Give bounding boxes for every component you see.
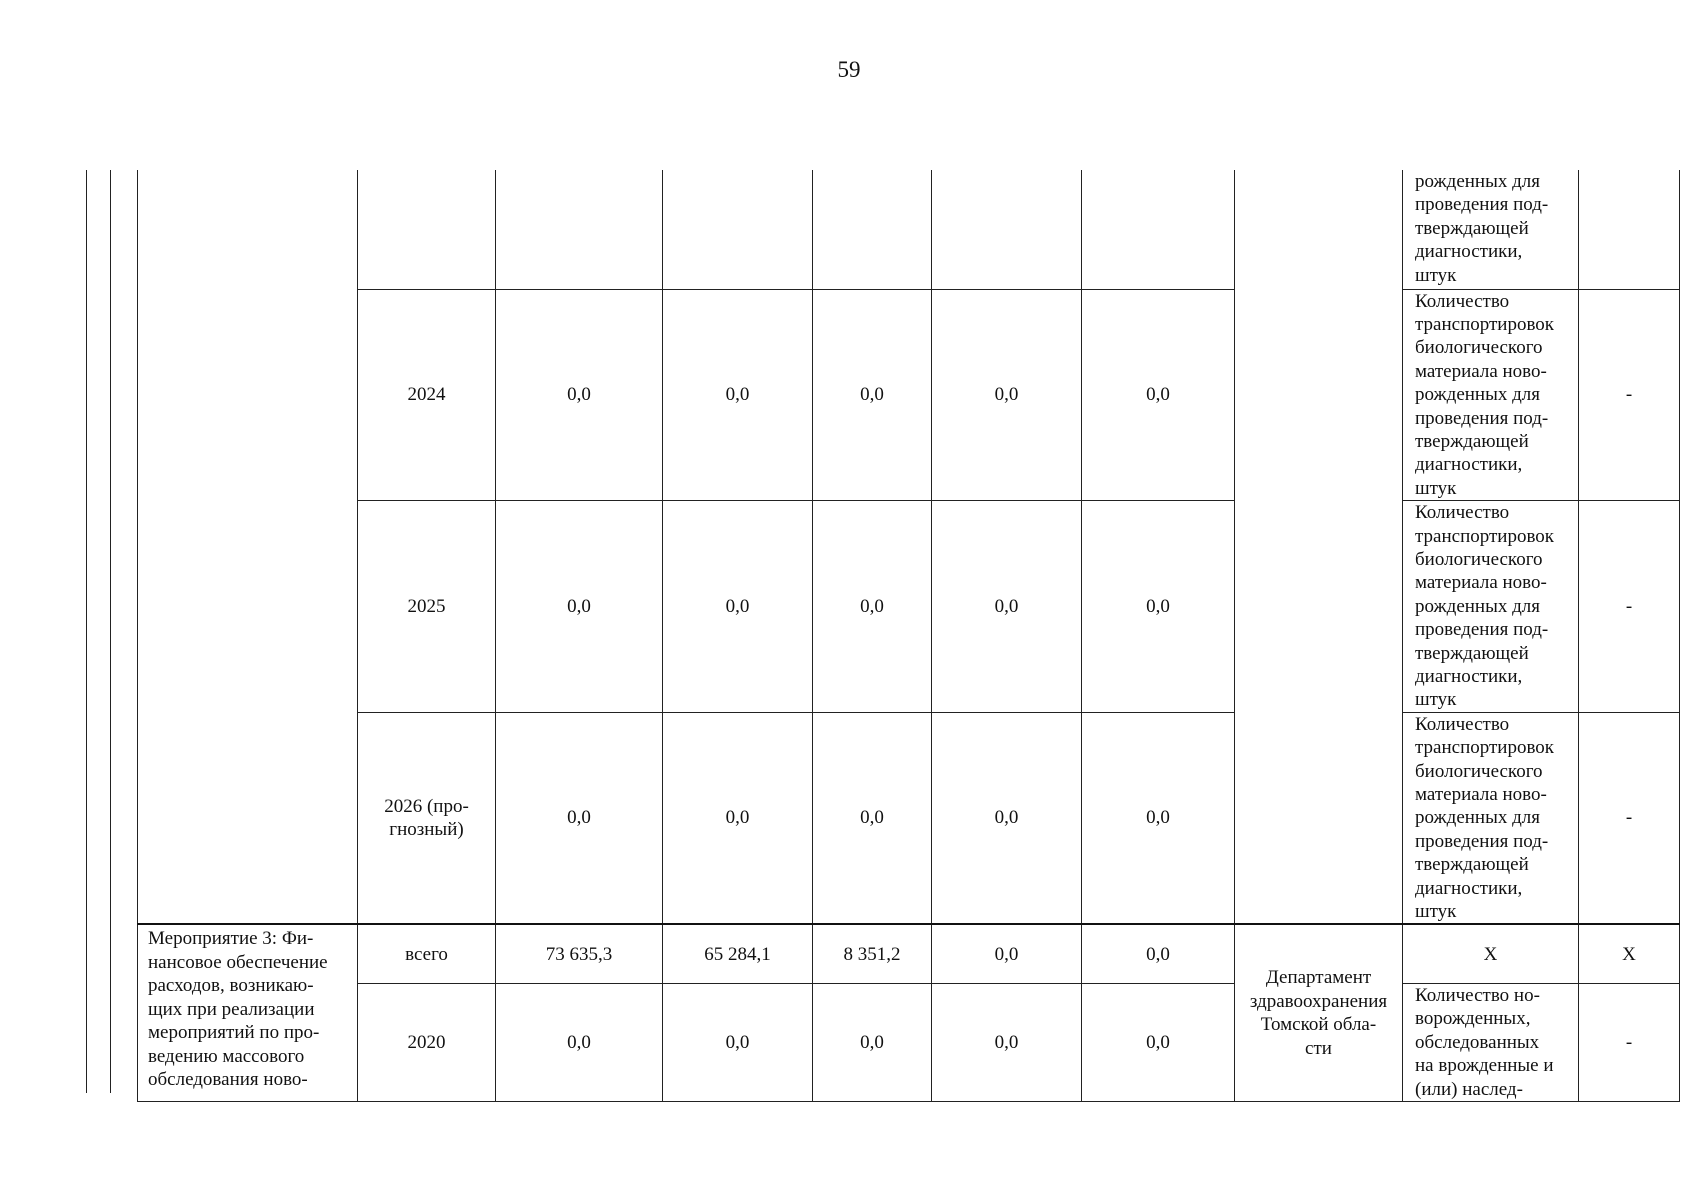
executor-text: Департамент здравоохранения Томской обла- сти [1249, 967, 1388, 1059]
year-cell: 2020 [358, 983, 496, 1101]
table-row [138, 501, 1680, 713]
extrabudget-cell: 0,0 [1082, 289, 1235, 501]
indicator-cell [1403, 501, 1579, 713]
federal-cell [663, 170, 813, 289]
event-cell-blank [138, 170, 358, 924]
year-cell: 2025 [358, 501, 496, 713]
indicator-value-cell: - [1579, 289, 1680, 501]
extrabudget-cell: 0,0 [1082, 712, 1235, 924]
federal-cell: 0,0 [663, 983, 813, 1101]
extrabudget-cell: 0,0 [1082, 983, 1235, 1101]
regional-cell: 0,0 [813, 983, 932, 1101]
federal-cell: 0,0 [663, 289, 813, 501]
year-cell [358, 170, 496, 289]
executor-cell-blank [1235, 170, 1403, 924]
table-row [138, 289, 1680, 501]
extrabudget-cell [1082, 170, 1235, 289]
indicator-cell [1403, 289, 1579, 501]
total-cell: 73 635,3 [496, 924, 663, 983]
indicator-value-cell: - [1579, 501, 1680, 713]
total-cell: 0,0 [496, 983, 663, 1101]
left-border-line-inner [110, 170, 111, 1093]
indicator-value-cell: - [1579, 983, 1680, 1101]
local-cell: 0,0 [932, 712, 1082, 924]
table-row [138, 712, 1680, 924]
indicator-text: Количество но- ворожденных, обследованных на врожденные и (или) наслед- [1415, 984, 1554, 1100]
year-cell: всего [358, 924, 496, 983]
indicator-value-cell: Х [1579, 924, 1680, 983]
local-cell: 0,0 [932, 289, 1082, 501]
total-cell: 0,0 [496, 501, 663, 713]
year-cell: 2026 (про- гнозный) [358, 712, 496, 924]
regional-cell: 0,0 [813, 289, 932, 501]
indicator-cell [1403, 170, 1579, 289]
indicator-value-cell [1579, 170, 1680, 289]
federal-cell: 65 284,1 [663, 924, 813, 983]
indicator-cell: Х [1403, 924, 1579, 983]
total-cell [496, 170, 663, 289]
indicator-cell [1403, 712, 1579, 924]
total-cell: 0,0 [496, 712, 663, 924]
local-cell [932, 170, 1082, 289]
federal-cell: 0,0 [663, 501, 813, 713]
regional-cell: 8 351,2 [813, 924, 932, 983]
table-row-event3-2020 [138, 983, 1680, 1101]
indicator-text: рожденных для проведения под- тверждающей диагностики, штук [1415, 171, 1549, 286]
indicator-text: Количество транспортировок биологического материала ново- рожденных для проведения под- тверждающей диагностики, штук [1415, 290, 1555, 499]
regional-cell [813, 170, 932, 289]
budget-table [137, 170, 1680, 1102]
page-number: 59 [837, 57, 861, 82]
indicator-value-cell: - [1579, 712, 1680, 924]
event3-name-cell [138, 924, 358, 1101]
table-row-event3-total [138, 924, 1680, 983]
event3-name: Мероприятие 3: Фи- нансовое обеспечение расходов, возникаю- щих при реализации мероприятий по про- ведению массового обследования ново- [148, 928, 328, 1090]
local-cell: 0,0 [932, 501, 1082, 713]
table-row-continued [138, 170, 1680, 289]
extrabudget-cell: 0,0 [1082, 924, 1235, 983]
total-cell: 0,0 [496, 289, 663, 501]
local-cell: 0,0 [932, 983, 1082, 1101]
local-cell: 0,0 [932, 924, 1082, 983]
federal-cell: 0,0 [663, 712, 813, 924]
regional-cell: 0,0 [813, 712, 932, 924]
indicator-text: Количество транспортировок биологического материала ново- рожденных для проведения под- тверждающей диагностики, штук [1415, 502, 1555, 711]
left-border-line-outer [86, 170, 87, 1093]
regional-cell: 0,0 [813, 501, 932, 713]
indicator-text: Количество транспортировок биологического материала ново- рожденных для проведения под- тверждающей диагностики, штук [1415, 713, 1555, 923]
year-cell: 2024 [358, 289, 496, 501]
indicator-cell [1403, 983, 1579, 1101]
extrabudget-cell: 0,0 [1082, 501, 1235, 713]
executor-cell [1235, 924, 1403, 1101]
